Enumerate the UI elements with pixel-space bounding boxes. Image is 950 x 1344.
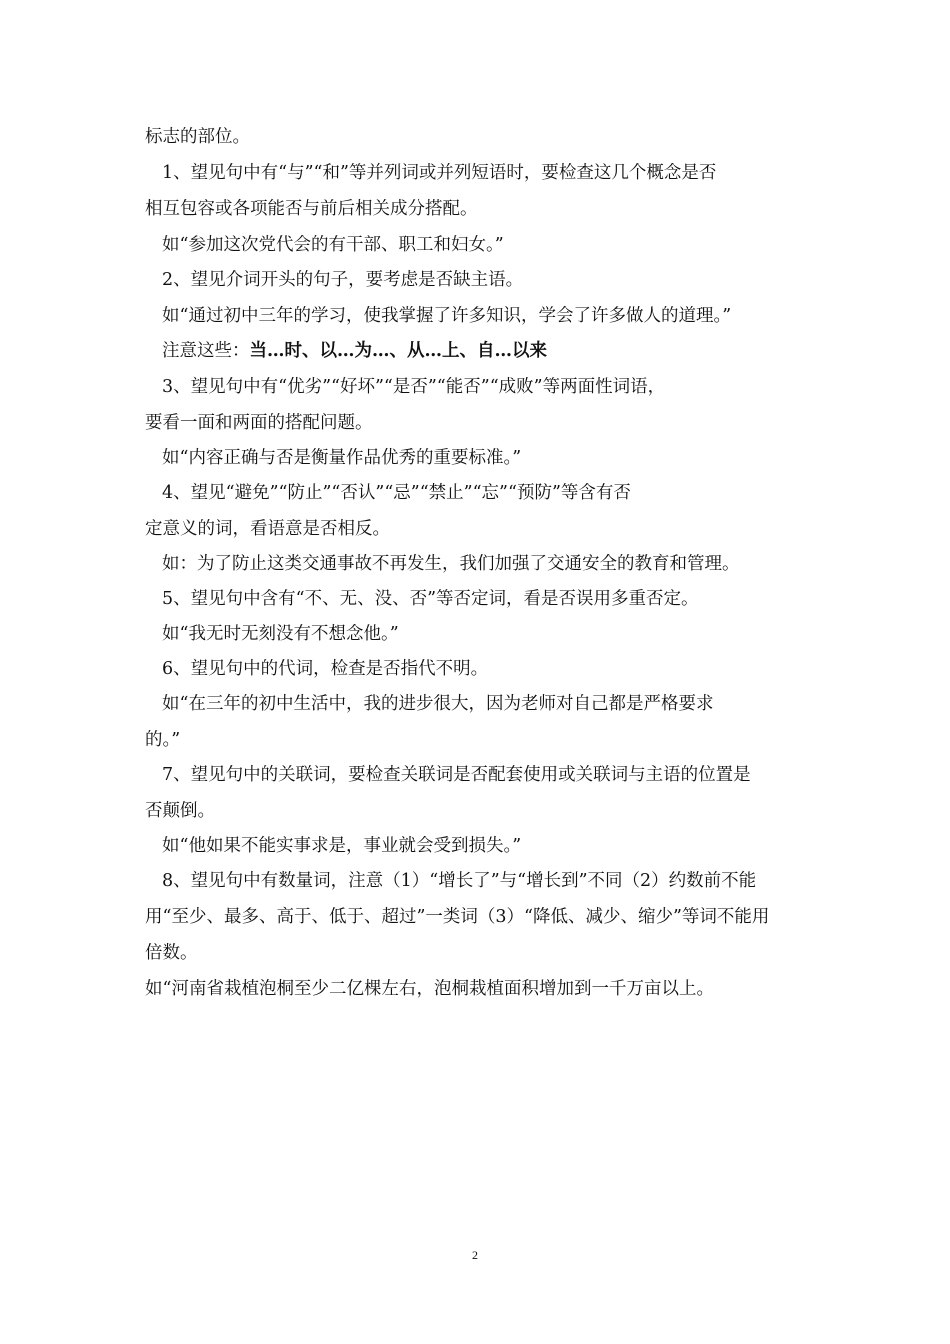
text-line: 6、望见句中的代词，检查是否指代不明。	[162, 659, 489, 679]
text-line: 4、望见“避免”“防止”“否认”“忌”“禁止”“忘”“预防”等含有否	[162, 483, 631, 503]
text-line: 用“至少、最多、高于、低于、超过”一类词（3）“降低、减少、缩少”等词不能用	[145, 907, 770, 927]
note-line	[0, 338, 950, 364]
text-line: 如“通过初中三年的学习，使我掌握了许多知识，学会了许多做人的道理。”	[162, 306, 732, 326]
text-line: 2、望见介词开头的句子，要考虑是否缺主语。	[162, 270, 524, 290]
text-line: 7、望见句中的关联词，要检查关联词是否配套使用或关联词与主语的位置是	[162, 765, 751, 785]
text-line: 标志的部位。	[145, 127, 250, 147]
text-line: 如“参加这次党代会的有干部、职工和妇女。”	[162, 235, 504, 255]
note-emphasis: 当…时、以…为…、从…上、自…以来	[249, 341, 547, 361]
note-prefix: 注意这些：	[162, 341, 250, 361]
text-line: 8、望见句中有数量词，注意（1）“增长了”与“增长到”不同（2）约数前不能	[162, 871, 757, 891]
text-line: 1、望见句中有“与”“和”等并列词或并列短语时，要检查这几个概念是否	[162, 163, 717, 183]
text-line: 如“我无时无刻没有不想念他。”	[162, 624, 399, 644]
text-line: 要看一面和两面的搭配问题。	[145, 413, 373, 433]
text-line: 5、望见句中含有“不、无、没、否”等否定词，看是否误用多重否定。	[162, 589, 699, 609]
text-line: 如“内容正确与否是衡量作品优秀的重要标准。”	[162, 448, 522, 468]
page-number: 2	[472, 1248, 478, 1262]
text-line: 3、望见句中有“优劣”“好坏”“是否”“能否”“成败”等两面性词语，	[162, 377, 666, 397]
text-line: 的。”	[145, 730, 181, 750]
text-line: 如“在三年的初中生活中，我的进步很大，因为老师对自己都是严格要求	[162, 694, 714, 714]
text-line: 如：为了防止这类交通事故不再发生，我们加强了交通安全的教育和管理。	[162, 554, 740, 574]
text-line: 如“他如果不能实事求是，事业就会受到损失。”	[162, 836, 522, 856]
text-line: 否颠倒。	[145, 801, 215, 821]
text-line: 相互包容或各项能否与前后相关成分搭配。	[145, 199, 478, 219]
text-line: 倍数。	[145, 943, 198, 963]
text-line: 定意义的词，看语意是否相反。	[145, 519, 390, 539]
text-line: 如“河南省栽植泡桐至少二亿棵左右，泡桐栽植面积增加到一千万亩以上。	[145, 979, 714, 999]
